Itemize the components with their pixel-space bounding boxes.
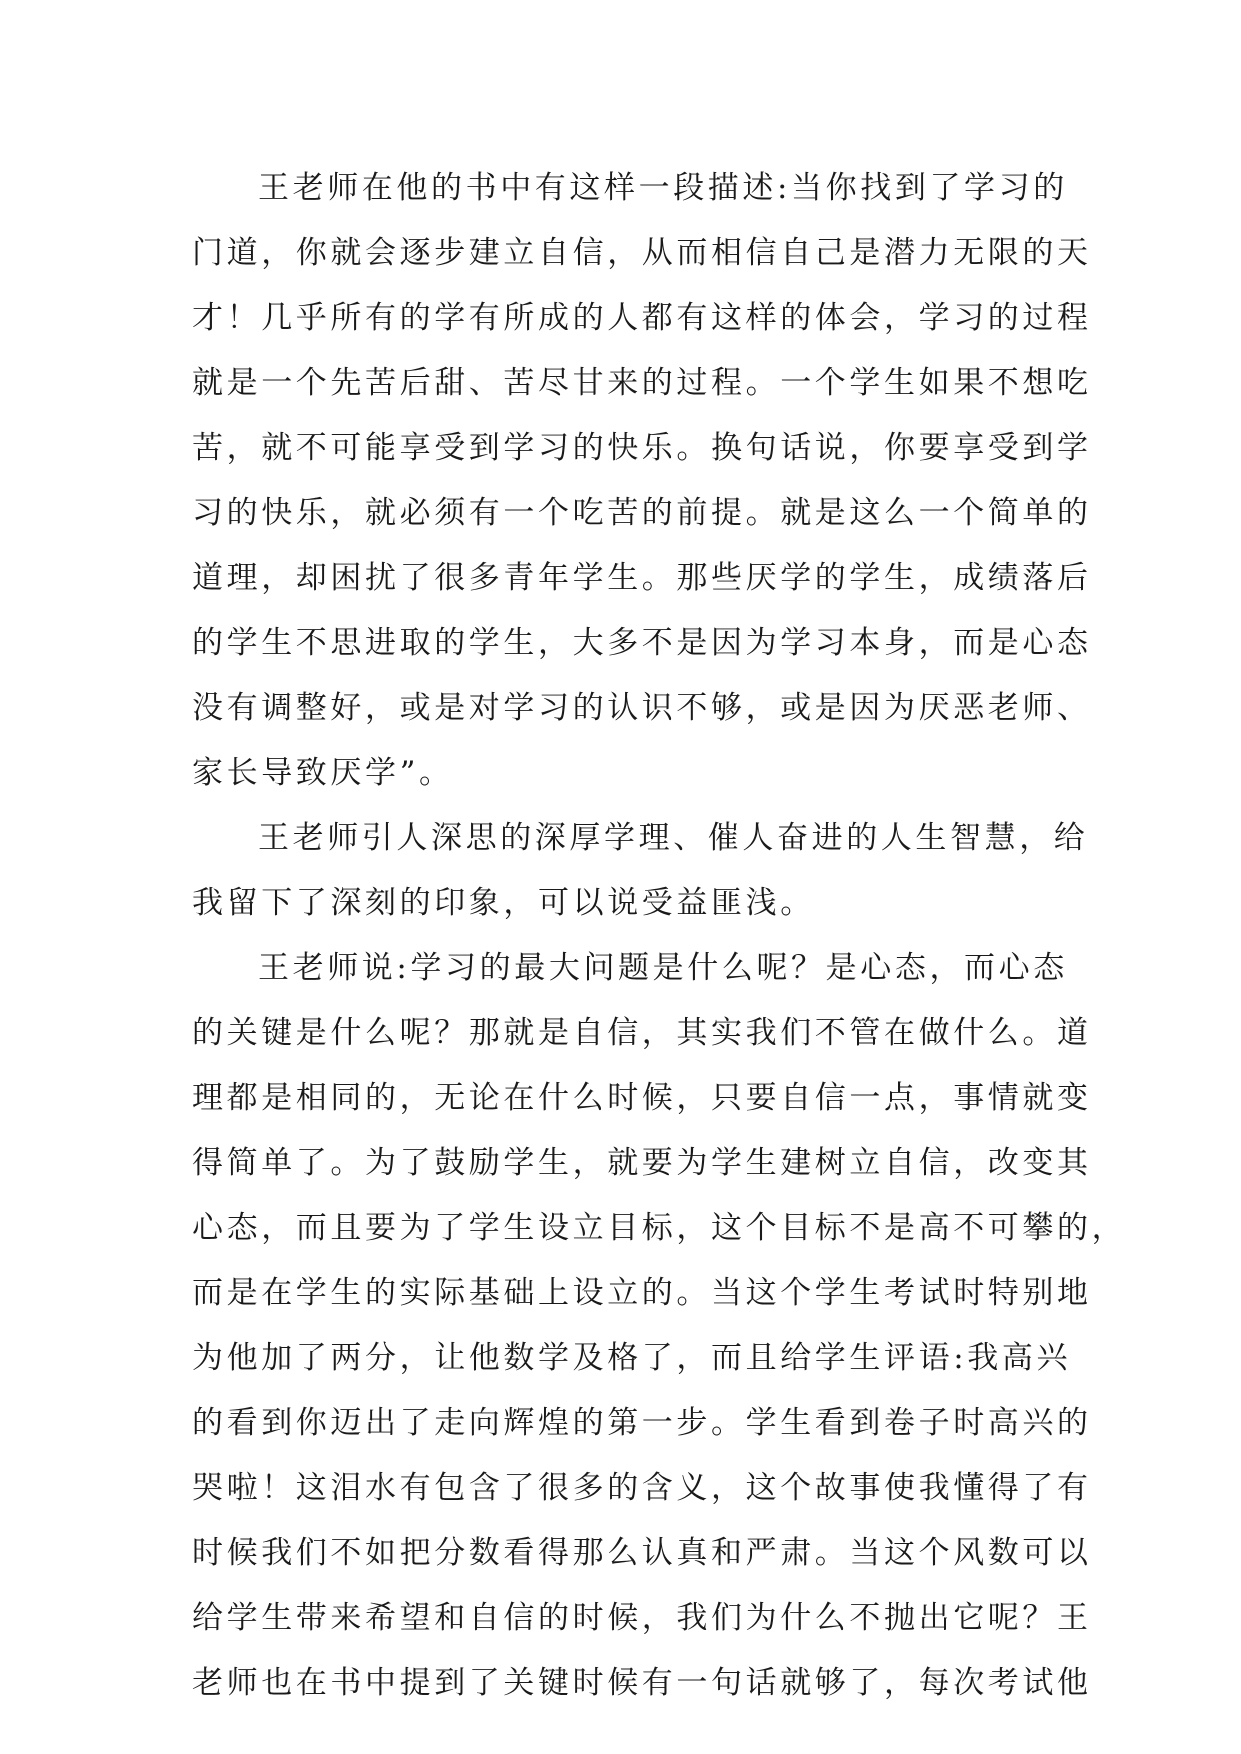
paragraph-line: 没有调整好，或是对学习的认识不够，或是因为厌恶老师、	[192, 690, 1092, 726]
body-text	[192, 156, 1127, 1716]
paragraph-line: 的学生不思进取的学生，大多不是因为学习本身，而是心态	[192, 625, 1092, 661]
paragraph-line: 王老师在他的书中有这样一段描述:当你找到了学习的	[258, 170, 1068, 206]
paragraph-line: 心态，而且要为了学生设立目标，这个目标不是高不可攀的，	[192, 1210, 1127, 1246]
paragraph-line: 而是在学生的实际基础上设立的。当这个学生考试时特别地	[192, 1275, 1092, 1311]
paragraph-line: 王老师说:学习的最大问题是什么呢？是心态，而心态	[258, 950, 1068, 986]
paragraph-line: 的看到你迈出了走向辉煌的第一步。学生看到卷子时高兴的	[192, 1405, 1092, 1441]
paragraph-line: 道理，却困扰了很多青年学生。那些厌学的学生，成绩落后	[192, 560, 1092, 596]
paragraph-line: 哭啦！这泪水有包含了很多的含义，这个故事使我懂得了有	[192, 1470, 1092, 1506]
paragraph-line: 才！几乎所有的学有所成的人都有这样的体会，学习的过程	[192, 300, 1092, 336]
paragraph-line: 我留下了深刻的印象，可以说受益匪浅。	[192, 885, 815, 921]
paragraph-line: 苦，就不可能享受到学习的快乐。换句话说，你要享受到学	[192, 430, 1092, 466]
paragraph-line: 为他加了两分，让他数学及格了，而且给学生评语:我高兴	[192, 1340, 1072, 1376]
paragraph-line: 的关键是什么呢？那就是自信，其实我们不管在做什么。道	[192, 1015, 1092, 1051]
paragraph-line: 得简单了。为了鼓励学生，就要为学生建树立自信，改变其	[192, 1145, 1092, 1181]
paragraph-line: 就是一个先苦后甜、苦尽甘来的过程。一个学生如果不想吃	[192, 365, 1092, 401]
paragraph-line: 时候我们不如把分数看得那么认真和严肃。当这个风数可以	[192, 1535, 1092, 1571]
paragraph-line: 王老师引人深思的深厚学理、催人奋进的人生智慧，给	[258, 820, 1089, 856]
paragraph-line: 老师也在书中提到了关键时候有一句话就够了，每次考试他	[192, 1665, 1092, 1701]
paragraph-line: 家长导致厌学”。	[192, 755, 454, 791]
paragraph-line: 习的快乐，就必须有一个吃苦的前提。就是这么一个简单的	[192, 495, 1092, 531]
paragraph-line: 理都是相同的，无论在什么时候，只要自信一点，事情就变	[192, 1080, 1092, 1116]
paragraph-line: 门道，你就会逐步建立自信，从而相信自己是潜力无限的天	[192, 235, 1092, 271]
paragraph-line: 给学生带来希望和自信的时候，我们为什么不抛出它呢？王	[192, 1600, 1092, 1636]
